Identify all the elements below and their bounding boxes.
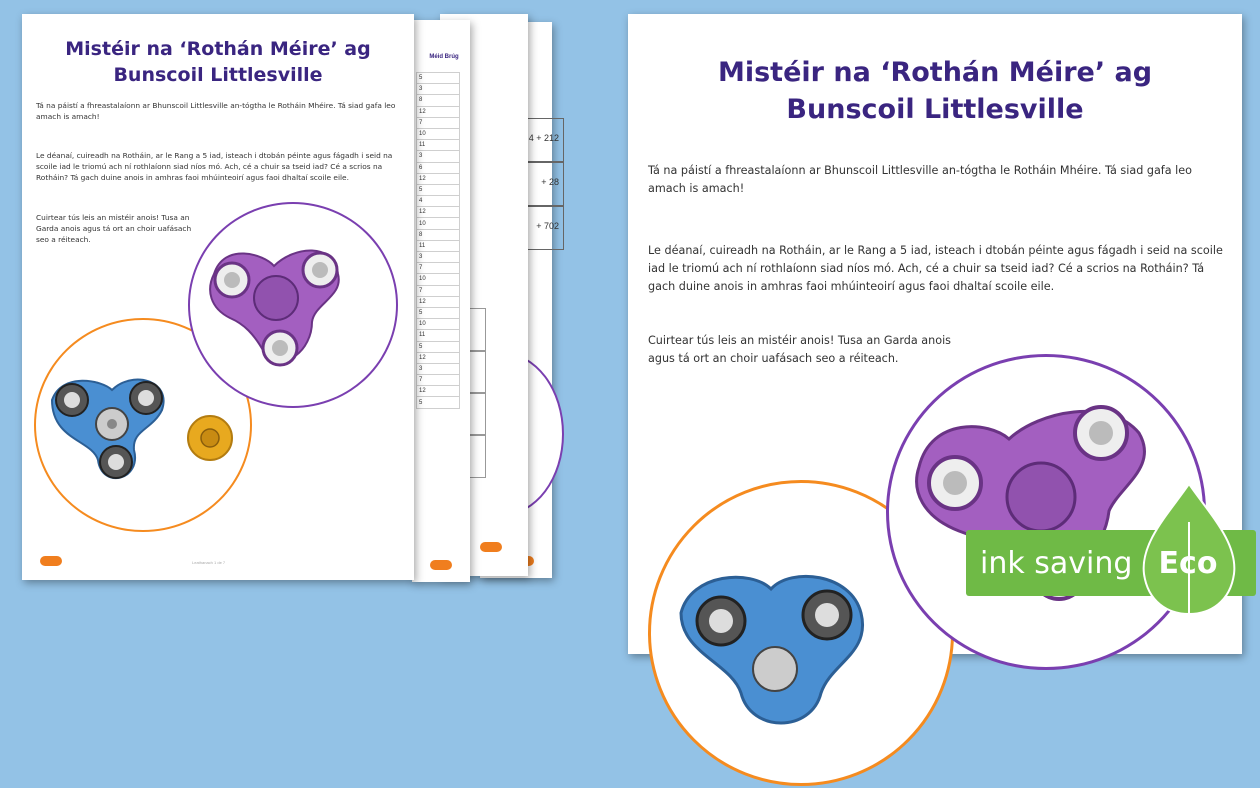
table-cell: 11: [417, 140, 460, 151]
table-row: [417, 274, 460, 285]
logo-icon: [40, 556, 62, 566]
table-row: [417, 341, 460, 352]
table-row: [417, 117, 460, 128]
table-row: [417, 240, 460, 251]
table-row: [417, 73, 460, 84]
table-row: [417, 229, 460, 240]
call-to-action-paragraph: Cuirtear tús leis an mistéir anois! Tusa an Garda anois agus tá ort an choir uafásach seo a réiteach.: [36, 213, 192, 244]
table-row: [417, 363, 460, 374]
table-row: [417, 162, 460, 173]
table-cell: 4: [417, 196, 460, 207]
table-row: [417, 263, 460, 274]
intro-paragraph-large: Tá na páistí a fhreastalaíonn ar Bhunscoil Littlesville an-tógtha le Rotháin Mhéire. Tá siad gafa leo amach is amach!: [648, 164, 1192, 195]
table-cell: 5: [417, 184, 460, 195]
table-cell: 8: [417, 95, 460, 106]
story-paragraph: Le déanaí, cuireadh na Rotháin, ar le Rang a 5 iad, isteach i dtobán péinte agus fágadh i seid na scoile iad le triomú ach ní rothlaíonn siad níos mó. Ach, cé a chuir sa tseid iad? Cé a scrios na Rotháin? Tá gach duine anois in amhras faoi mhúinteoirí agus faoi dhaltaí scoile eile.: [36, 151, 393, 182]
table-row: [417, 397, 460, 408]
table-cell: 12: [417, 173, 460, 184]
table-row: [417, 285, 460, 296]
table-row: [417, 386, 460, 397]
data-table: [416, 72, 460, 409]
table-cell: 8: [417, 229, 460, 240]
page-title-large: Mistéir na ‘Rothán Méire’ ag Bunscoil Littlesville: [717, 57, 1153, 125]
table-row: [417, 95, 460, 106]
calc-text-1: 4 + 212: [528, 133, 559, 143]
table-cell: 11: [417, 240, 460, 251]
table-row: [417, 207, 460, 218]
worksheet-page-table: [412, 20, 470, 582]
worksheet-page-front-small: [22, 14, 414, 580]
purple-ring: [188, 202, 398, 408]
call-to-action-paragraph-large: Cuirtear tús leis an mistéir anois! Tusa an Garda anois agus tá ort an choir uafásach seo a réiteach.: [648, 334, 952, 365]
page-title: Mistéir na ‘Rothán Méire’ ag Bunscoil Littlesville: [65, 38, 371, 86]
table-row: [417, 196, 460, 207]
ink-saving-label: ink saving: [980, 546, 1133, 581]
table-row: [417, 151, 460, 162]
intro-paragraph: Tá na páistí a fhreastalaíonn ar Bhunscoil Littlesville an-tógtha le Rotháin Mhéire. Tá siad gafa leo amach is amach!: [36, 101, 396, 121]
table-row: [417, 375, 460, 386]
table-row: [417, 184, 460, 195]
table-cell: 6: [417, 162, 460, 173]
story-paragraph-large: Le déanaí, cuireadh na Rotháin, ar le Rang a 5 iad, isteach i dtobán péinte agus fágadh i seid na scoile iad le triomú ach ní rothlaíonn siad níos mó. Ach, cé a chuir sa tseid iad? Cé a scrios na Rotháin? Tá gach duine anois in amhras faoi mhúinteoirí agus faoi dhaltaí scoile eile.: [648, 244, 1223, 293]
table-cell: 12: [417, 352, 460, 363]
purple-spinner-icon: [190, 204, 396, 406]
table-cell: 5: [417, 73, 460, 84]
table-cell: 7: [417, 263, 460, 274]
table-cell: 10: [417, 274, 460, 285]
calc-text-3: + 702: [536, 221, 559, 231]
calc-text-2: + 28: [541, 177, 559, 187]
logo-icon: [430, 560, 452, 570]
table-row: [417, 128, 460, 139]
table-row: [417, 84, 460, 95]
table-cell: 7: [417, 375, 460, 386]
footer-page-number: Leathanach 1 de 7: [192, 560, 226, 565]
table-cell: 7: [417, 285, 460, 296]
table-cell: 12: [417, 207, 460, 218]
table-cell: 10: [417, 218, 460, 229]
logo-icon: [480, 542, 502, 552]
table-column-header: Méid Brúg: [429, 54, 459, 60]
table-cell: 3: [417, 151, 460, 162]
eco-badge-text: Eco: [1158, 546, 1218, 581]
table-row: [417, 140, 460, 151]
table-cell: 3: [417, 252, 460, 263]
table-cell: 10: [417, 128, 460, 139]
table-row: [417, 173, 460, 184]
table-cell: 3: [417, 363, 460, 374]
table-cell: 11: [417, 330, 460, 341]
table-row: [417, 252, 460, 263]
table-row: [417, 218, 460, 229]
table-cell: 12: [417, 296, 460, 307]
table-row: [417, 319, 460, 330]
table-cell: 3: [417, 84, 460, 95]
table-cell: 5: [417, 307, 460, 318]
table-row: [417, 307, 460, 318]
table-cell: 12: [417, 386, 460, 397]
table-cell: 5: [417, 397, 460, 408]
table-row: [417, 352, 460, 363]
table-row: [417, 106, 460, 117]
table-cell: 7: [417, 117, 460, 128]
table-row: [417, 330, 460, 341]
table-cell: 5: [417, 341, 460, 352]
table-cell: 10: [417, 319, 460, 330]
table-cell: 12: [417, 106, 460, 117]
table-row: [417, 296, 460, 307]
